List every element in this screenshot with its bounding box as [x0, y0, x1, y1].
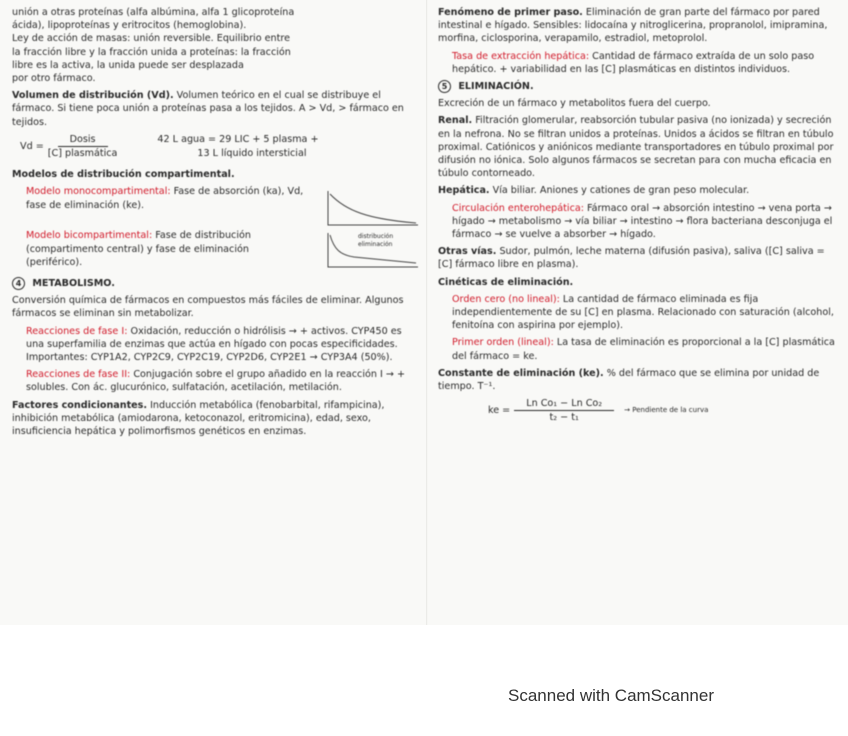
mono-model-desc: Fase de absorción (ka), Vd, fase de eliminación (ke). [26, 186, 304, 211]
intro-line: la fracción libre y la fracción unida a proteínas: la fracción [12, 46, 291, 58]
phase1-label: Reacciones de fase I: [26, 325, 128, 337]
first-pass-paragraph [438, 6, 838, 46]
bi-model [12, 229, 420, 273]
intro-line: libre es la activa, la unida puede ser desplazada [12, 59, 244, 71]
ke-title: Constante de eliminación (ke). [438, 367, 604, 379]
ke-fraction [514, 397, 614, 424]
vd-note-line2: 13 L líquido intersticial [197, 147, 307, 159]
vd-formula-lhs: Vd = [20, 140, 44, 152]
ke-text: % del fármaco que se elimina por unidad de tiempo. T⁻¹. [438, 367, 820, 393]
ke-formula-lhs: ke = [488, 405, 511, 417]
phase2-label: Reacciones de fase II: [26, 369, 131, 381]
left-column [12, 6, 420, 442]
bi-model-text [12, 229, 306, 269]
other-routes-text: Sudor, pulmón, leche materna (difusión pasiva), saliva ([C] saliva = [C] fármaco libre en plasma). [438, 246, 825, 271]
page-fold [426, 0, 428, 625]
other-routes-paragraph [438, 245, 838, 271]
first-order-paragraph [438, 336, 838, 362]
hepatic-label: Hepática. [438, 185, 490, 197]
first-order-label: Primer orden (lineal): [452, 337, 554, 349]
elimination-heading [438, 80, 838, 93]
metabolism-heading [12, 277, 420, 290]
zero-order-label: Orden cero (no lineal): [452, 293, 560, 305]
first-order-text: La tasa de eliminación es proporcional a la [C] plasmática del fármaco = ke. [452, 337, 835, 362]
elimination-title: ELIMINACIÓN. [458, 81, 534, 93]
phase2-text: Conjugación sobre el grupo añadido en la reacción I → + solubles. Con ác. glucurónico, sulfatación, acetilación, metilación. [26, 369, 405, 394]
elimination-text: Excreción de un fármaco y metabolitos fuera del cuerpo. [438, 98, 711, 110]
first-pass-text: Eliminación de gran parte del fármaco por pared intestinal e hígado. Sensibles: lidocaína y nitroglicerina, propranolol, imipramina, morfina, ciclosporina, verapamilo, estradiol, metoprolol. [438, 7, 828, 45]
extraction-paragraph [438, 50, 838, 76]
mono-model [12, 185, 420, 229]
enterohepatic-label: Circulación enterohepática: [452, 202, 584, 214]
extraction-text: Cantidad de fármaco extraída de un solo paso hepático. + variabilidad en las [C] plasmáticas en distintos individuos. [452, 50, 815, 75]
vd-title: Volumen de distribución (Vd). [12, 90, 174, 102]
renal-text: Filtración glomerular, reabsorción tubular pasiva (no ionizada) y secreción en la nefrona. No se filtran unidos a proteínas. Unidos a ácidos se filtran en túbulo proximal. Catiónicos y aniónicos mediante transportadores en túbulo proximal por difusión no iónica. Solo algunos fármacos se secretan para con mucha eficacia en túbulo contorneado. [438, 115, 834, 180]
vd-note-line1: 42 L agua = 29 LIC + 5 plasma + [157, 134, 319, 146]
bi-model-desc: Fase de distribución (compartimento central) y fase de eliminación (periférico). [26, 230, 251, 268]
first-pass-label: Fenómeno de primer paso. [438, 7, 583, 18]
section-number-5: 5 [438, 80, 451, 93]
ke-denominator: t₂ − t₁ [549, 412, 579, 424]
extraction-label: Tasa de extracción hepática: [452, 50, 590, 62]
mono-decay-graph [324, 189, 420, 229]
bi-graph-legend-elimination: eliminación [358, 241, 393, 249]
hepatic-text: Vía biliar. Aniones y cationes de gran peso molecular. [492, 185, 750, 197]
enterohepatic-text: Fármaco oral → absorción intestino → vena porta → hígado → metabolismo → vía biliar → intestino → flora bacteriana desconjuga el fármaco → se vuelve a absorber → hígado. [452, 202, 833, 241]
vd-denominator: [C] plasmática [47, 148, 118, 160]
bi-decay-graph [324, 231, 420, 271]
kinetics-title: Cinéticas de eliminación. [438, 276, 574, 288]
intro-line: ácida), lipoproteínas y eritrocitos (hemoglobina). [12, 20, 247, 32]
vd-numerator: Dosis [58, 133, 108, 147]
intro-paragraph [12, 6, 420, 85]
vd-water-note [157, 133, 318, 159]
factors-label: Factores condicionantes. [12, 399, 148, 411]
models-title: Modelos de distribución compartimental. [12, 169, 235, 181]
intro-line: por otro fármaco. [12, 73, 96, 85]
ke-paragraph [438, 367, 838, 393]
intro-line: unión a otras proteínas (alfa albúmina, alfa 1 glicoproteína [12, 7, 295, 18]
mono-model-text [12, 185, 306, 225]
zero-order-text: La cantidad de fármaco eliminada es fija independientemente de su [C] en plasma. Relacionado con saturación (alcohol, fenitoína con aspirina por ejemplo). [452, 293, 834, 332]
camscanner-watermark: Scanned with CamScanner [508, 686, 715, 705]
mono-model-label: Modelo monocompartimental: [26, 186, 171, 198]
ke-formula [488, 397, 838, 424]
enterohepatic-paragraph [438, 202, 838, 242]
zero-order-paragraph [438, 293, 838, 333]
ke-slope-note: → Pendiente de la curva [624, 406, 709, 415]
hepatic-paragraph [438, 184, 838, 197]
bi-graph-legend-distribution: distribución [358, 233, 394, 241]
vd-formula [20, 133, 420, 160]
vd-text: Volumen teórico en el cual se distribuye el fármaco. Si tiene poca unión a proteínas pasa a los tejidos. A > Vd, > fármaco en tejidos. [12, 90, 404, 128]
renal-paragraph [438, 114, 838, 180]
factors-text: Inducción metabólica (fenobarbital, rifampicina), inhibición metabólica (amiodarona, ketoconazol, eritromicina), edad, sexo, insuficiencia hepática y polimorfismos genéticos en enzimas. [12, 399, 385, 438]
metabolism-text: Conversión química de fármacos en compuestos más fáciles de eliminar. Algunos fármacos se eliminan sin metabolizar. [12, 295, 404, 320]
section-number-4: 4 [12, 277, 25, 290]
vd-fraction [48, 133, 118, 160]
factors-paragraph [12, 399, 420, 439]
phase1-text: Oxidación, reducción o hidrólisis → + activos. CYP450 es una superfamilia de enzimas que actúa en hígado con pocas especificidades. Importantes: CYP1A2, CYP2C9, CYP2C19, CYP2D6, CYP2E1 → CYP3A4 (50%). [26, 325, 402, 364]
renal-label: Renal. [438, 115, 473, 127]
phase2-paragraph [12, 368, 420, 394]
metabolism-title: METABOLISMO. [32, 278, 115, 290]
right-column [438, 6, 838, 433]
phase1-paragraph [12, 325, 420, 365]
vd-paragraph [12, 89, 420, 129]
intro-line: Ley de acción de masas: unión reversible. Equilibrio entre [12, 33, 290, 45]
ke-numerator: Ln Co₁ − Ln Co₂ [514, 397, 614, 411]
other-routes-label: Otras vías. [438, 246, 497, 258]
bi-model-label: Modelo bicompartimental: [26, 230, 153, 242]
